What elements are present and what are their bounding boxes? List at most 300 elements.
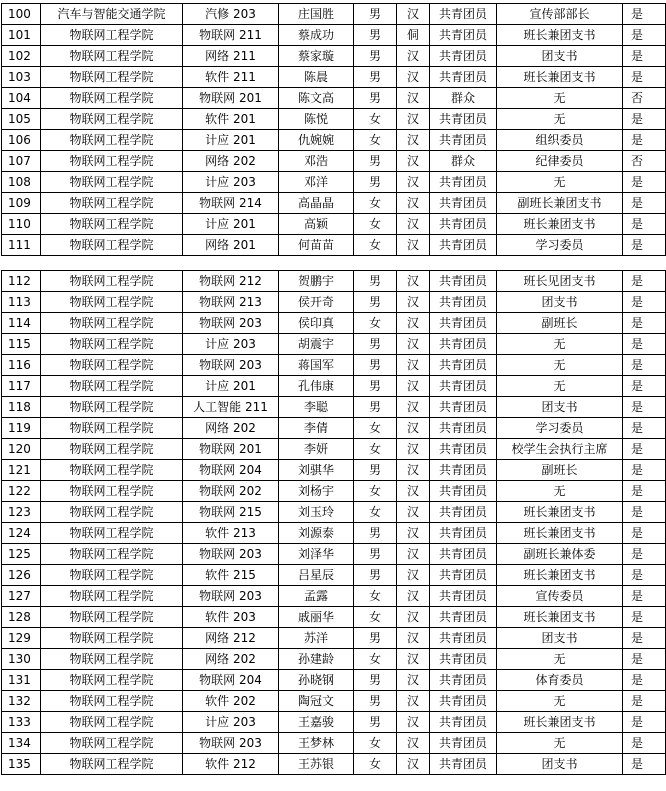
eligibility-cell: 是 bbox=[623, 670, 666, 691]
table-row bbox=[2, 355, 666, 376]
table-row bbox=[2, 481, 666, 502]
gender-cell: 女 bbox=[354, 193, 397, 214]
eligibility-cell: 是 bbox=[623, 46, 666, 67]
gender-cell: 男 bbox=[354, 25, 397, 46]
ethnicity-cell: 汉 bbox=[397, 46, 430, 67]
position-cell: 副班长 bbox=[497, 313, 623, 334]
college-cell: 物联网工程学院 bbox=[41, 214, 183, 235]
class-cell: 物联网 202 bbox=[183, 481, 279, 502]
class-cell: 汽修 203 bbox=[183, 4, 279, 25]
student-name-cell: 戚丽华 bbox=[279, 607, 354, 628]
political-status-cell: 共青团员 bbox=[430, 109, 497, 130]
row-number-cell: 119 bbox=[2, 418, 41, 439]
class-cell: 物联网 203 bbox=[183, 355, 279, 376]
class-cell: 软件 201 bbox=[183, 109, 279, 130]
ethnicity-cell: 汉 bbox=[397, 607, 430, 628]
college-cell: 物联网工程学院 bbox=[41, 691, 183, 712]
table-row bbox=[2, 418, 666, 439]
row-number-cell: 132 bbox=[2, 691, 41, 712]
student-name-cell: 李妍 bbox=[279, 439, 354, 460]
college-cell: 物联网工程学院 bbox=[41, 565, 183, 586]
row-number-cell: 107 bbox=[2, 151, 41, 172]
eligibility-cell: 是 bbox=[623, 235, 666, 256]
college-cell: 物联网工程学院 bbox=[41, 67, 183, 88]
class-cell: 软件 215 bbox=[183, 565, 279, 586]
table-row bbox=[2, 25, 666, 46]
ethnicity-cell: 汉 bbox=[397, 313, 430, 334]
table-row bbox=[2, 271, 666, 292]
gender-cell: 男 bbox=[354, 628, 397, 649]
student-name-cell: 孟露 bbox=[279, 586, 354, 607]
gender-cell: 男 bbox=[354, 376, 397, 397]
position-cell: 体育委员 bbox=[497, 670, 623, 691]
eligibility-cell: 是 bbox=[623, 691, 666, 712]
position-cell: 无 bbox=[497, 649, 623, 670]
political-status-cell: 共青团员 bbox=[430, 214, 497, 235]
eligibility-cell: 是 bbox=[623, 754, 666, 775]
political-status-cell: 共青团员 bbox=[430, 523, 497, 544]
position-cell: 纪律委员 bbox=[497, 151, 623, 172]
political-status-cell: 共青团员 bbox=[430, 460, 497, 481]
eligibility-cell: 是 bbox=[623, 130, 666, 151]
ethnicity-cell: 汉 bbox=[397, 4, 430, 25]
ethnicity-cell: 汉 bbox=[397, 628, 430, 649]
class-cell: 网络 202 bbox=[183, 649, 279, 670]
table-row bbox=[2, 733, 666, 754]
college-cell: 物联网工程学院 bbox=[41, 151, 183, 172]
class-cell: 计应 203 bbox=[183, 334, 279, 355]
political-status-cell: 共青团员 bbox=[430, 193, 497, 214]
position-cell: 班长兼团支书 bbox=[497, 25, 623, 46]
table-row bbox=[2, 292, 666, 313]
position-cell: 班长兼团支书 bbox=[497, 607, 623, 628]
ethnicity-cell: 汉 bbox=[397, 733, 430, 754]
gender-cell: 男 bbox=[354, 151, 397, 172]
gender-cell: 女 bbox=[354, 109, 397, 130]
eligibility-cell: 是 bbox=[623, 172, 666, 193]
college-cell: 物联网工程学院 bbox=[41, 88, 183, 109]
college-cell: 物联网工程学院 bbox=[41, 130, 183, 151]
position-cell: 班长兼团支书 bbox=[497, 67, 623, 88]
class-cell: 软件 202 bbox=[183, 691, 279, 712]
table-row bbox=[2, 439, 666, 460]
row-number-cell: 128 bbox=[2, 607, 41, 628]
gender-cell: 男 bbox=[354, 271, 397, 292]
position-cell: 无 bbox=[497, 88, 623, 109]
eligibility-cell: 是 bbox=[623, 586, 666, 607]
student-name-cell: 庄国胜 bbox=[279, 4, 354, 25]
class-cell: 物联网 203 bbox=[183, 313, 279, 334]
position-cell: 无 bbox=[497, 334, 623, 355]
table-row bbox=[2, 544, 666, 565]
ethnicity-cell: 汉 bbox=[397, 151, 430, 172]
ethnicity-cell: 汉 bbox=[397, 691, 430, 712]
table-row bbox=[2, 67, 666, 88]
position-cell: 无 bbox=[497, 172, 623, 193]
table-row bbox=[2, 691, 666, 712]
college-cell: 物联网工程学院 bbox=[41, 397, 183, 418]
ethnicity-cell: 汉 bbox=[397, 130, 430, 151]
gender-cell: 女 bbox=[354, 418, 397, 439]
ethnicity-cell: 汉 bbox=[397, 460, 430, 481]
gender-cell: 女 bbox=[354, 649, 397, 670]
gender-cell: 女 bbox=[354, 313, 397, 334]
class-cell: 物联网 201 bbox=[183, 88, 279, 109]
student-name-cell: 王苏银 bbox=[279, 754, 354, 775]
position-cell: 副班长兼团支书 bbox=[497, 193, 623, 214]
college-cell: 物联网工程学院 bbox=[41, 649, 183, 670]
student-name-cell: 侯开奇 bbox=[279, 292, 354, 313]
row-number-cell: 126 bbox=[2, 565, 41, 586]
table-row bbox=[2, 109, 666, 130]
political-status-cell: 共青团员 bbox=[430, 46, 497, 67]
class-cell: 网络 202 bbox=[183, 151, 279, 172]
ethnicity-cell: 侗 bbox=[397, 25, 430, 46]
class-cell: 计应 203 bbox=[183, 712, 279, 733]
college-cell: 物联网工程学院 bbox=[41, 523, 183, 544]
college-cell: 物联网工程学院 bbox=[41, 355, 183, 376]
eligibility-cell: 是 bbox=[623, 523, 666, 544]
gender-cell: 男 bbox=[354, 334, 397, 355]
gender-cell: 男 bbox=[354, 397, 397, 418]
college-cell: 物联网工程学院 bbox=[41, 418, 183, 439]
ethnicity-cell: 汉 bbox=[397, 109, 430, 130]
table-row bbox=[2, 628, 666, 649]
class-cell: 软件 212 bbox=[183, 754, 279, 775]
row-number-cell: 100 bbox=[2, 4, 41, 25]
eligibility-cell: 是 bbox=[623, 607, 666, 628]
eligibility-cell: 是 bbox=[623, 376, 666, 397]
row-number-cell: 106 bbox=[2, 130, 41, 151]
ethnicity-cell: 汉 bbox=[397, 334, 430, 355]
row-number-cell: 101 bbox=[2, 25, 41, 46]
student-name-cell: 王梦林 bbox=[279, 733, 354, 754]
student-name-cell: 邓洋 bbox=[279, 172, 354, 193]
ethnicity-cell: 汉 bbox=[397, 235, 430, 256]
table-row bbox=[2, 670, 666, 691]
position-cell: 学习委员 bbox=[497, 235, 623, 256]
eligibility-cell: 是 bbox=[623, 292, 666, 313]
political-status-cell: 共青团员 bbox=[430, 418, 497, 439]
position-cell: 无 bbox=[497, 733, 623, 754]
student-name-cell: 蒋国军 bbox=[279, 355, 354, 376]
table-row bbox=[2, 712, 666, 733]
political-status-cell: 共青团员 bbox=[430, 628, 497, 649]
student-name-cell: 吕星辰 bbox=[279, 565, 354, 586]
row-number-cell: 131 bbox=[2, 670, 41, 691]
student-name-cell: 王嘉骏 bbox=[279, 712, 354, 733]
political-status-cell: 共青团员 bbox=[430, 691, 497, 712]
gender-cell: 男 bbox=[354, 670, 397, 691]
row-number-cell: 117 bbox=[2, 376, 41, 397]
gender-cell: 男 bbox=[354, 292, 397, 313]
student-name-cell: 邓浩 bbox=[279, 151, 354, 172]
table-row bbox=[2, 88, 666, 109]
college-cell: 物联网工程学院 bbox=[41, 25, 183, 46]
ethnicity-cell: 汉 bbox=[397, 355, 430, 376]
college-cell: 汽车与智能交通学院 bbox=[41, 4, 183, 25]
class-cell: 物联网 213 bbox=[183, 292, 279, 313]
ethnicity-cell: 汉 bbox=[397, 418, 430, 439]
student-name-cell: 仇婉婉 bbox=[279, 130, 354, 151]
position-cell: 团支书 bbox=[497, 397, 623, 418]
position-cell: 班长兼团支书 bbox=[497, 214, 623, 235]
college-cell: 物联网工程学院 bbox=[41, 313, 183, 334]
political-status-cell: 共青团员 bbox=[430, 376, 497, 397]
class-cell: 软件 203 bbox=[183, 607, 279, 628]
political-status-cell: 共青团员 bbox=[430, 397, 497, 418]
table-row bbox=[2, 376, 666, 397]
college-cell: 物联网工程学院 bbox=[41, 193, 183, 214]
gender-cell: 男 bbox=[354, 544, 397, 565]
table-row bbox=[2, 397, 666, 418]
eligibility-cell: 是 bbox=[623, 460, 666, 481]
class-cell: 物联网 203 bbox=[183, 586, 279, 607]
gender-cell: 女 bbox=[354, 481, 397, 502]
gender-cell: 女 bbox=[354, 733, 397, 754]
row-number-cell: 135 bbox=[2, 754, 41, 775]
political-status-cell: 共青团员 bbox=[430, 607, 497, 628]
class-cell: 计应 201 bbox=[183, 376, 279, 397]
college-cell: 物联网工程学院 bbox=[41, 439, 183, 460]
gender-cell: 男 bbox=[354, 88, 397, 109]
college-cell: 物联网工程学院 bbox=[41, 235, 183, 256]
student-table-upper-body bbox=[2, 4, 666, 256]
student-name-cell: 孔伟康 bbox=[279, 376, 354, 397]
student-name-cell: 蔡成功 bbox=[279, 25, 354, 46]
ethnicity-cell: 汉 bbox=[397, 502, 430, 523]
political-status-cell: 共青团员 bbox=[430, 292, 497, 313]
class-cell: 软件 211 bbox=[183, 67, 279, 88]
table-row bbox=[2, 460, 666, 481]
political-status-cell: 共青团员 bbox=[430, 334, 497, 355]
class-cell: 网络 211 bbox=[183, 46, 279, 67]
table-row bbox=[2, 235, 666, 256]
gender-cell: 男 bbox=[354, 172, 397, 193]
class-cell: 物联网 215 bbox=[183, 502, 279, 523]
gender-cell: 女 bbox=[354, 235, 397, 256]
eligibility-cell: 是 bbox=[623, 439, 666, 460]
eligibility-cell: 是 bbox=[623, 334, 666, 355]
ethnicity-cell: 汉 bbox=[397, 565, 430, 586]
student-name-cell: 陈悦 bbox=[279, 109, 354, 130]
table-row bbox=[2, 334, 666, 355]
political-status-cell: 共青团员 bbox=[430, 586, 497, 607]
political-status-cell: 共青团员 bbox=[430, 733, 497, 754]
student-name-cell: 侯印真 bbox=[279, 313, 354, 334]
student-name-cell: 蔡家璇 bbox=[279, 46, 354, 67]
row-number-cell: 124 bbox=[2, 523, 41, 544]
class-cell: 物联网 212 bbox=[183, 271, 279, 292]
row-number-cell: 133 bbox=[2, 712, 41, 733]
gender-cell: 女 bbox=[354, 130, 397, 151]
eligibility-cell: 是 bbox=[623, 25, 666, 46]
eligibility-cell: 是 bbox=[623, 649, 666, 670]
ethnicity-cell: 汉 bbox=[397, 712, 430, 733]
student-name-cell: 何苗苗 bbox=[279, 235, 354, 256]
student-name-cell: 孙晓钢 bbox=[279, 670, 354, 691]
political-status-cell: 共青团员 bbox=[430, 565, 497, 586]
gender-cell: 男 bbox=[354, 460, 397, 481]
position-cell: 无 bbox=[497, 691, 623, 712]
table-row bbox=[2, 754, 666, 775]
row-number-cell: 108 bbox=[2, 172, 41, 193]
eligibility-cell: 是 bbox=[623, 109, 666, 130]
ethnicity-cell: 汉 bbox=[397, 586, 430, 607]
table-row bbox=[2, 214, 666, 235]
position-cell: 组织委员 bbox=[497, 130, 623, 151]
row-number-cell: 127 bbox=[2, 586, 41, 607]
college-cell: 物联网工程学院 bbox=[41, 670, 183, 691]
eligibility-cell: 否 bbox=[623, 88, 666, 109]
college-cell: 物联网工程学院 bbox=[41, 334, 183, 355]
position-cell: 副班长 bbox=[497, 460, 623, 481]
student-name-cell: 刘骐华 bbox=[279, 460, 354, 481]
student-name-cell: 贺鹏宇 bbox=[279, 271, 354, 292]
ethnicity-cell: 汉 bbox=[397, 376, 430, 397]
political-status-cell: 共青团员 bbox=[430, 481, 497, 502]
eligibility-cell: 是 bbox=[623, 733, 666, 754]
political-status-cell: 共青团员 bbox=[430, 670, 497, 691]
position-cell: 团支书 bbox=[497, 46, 623, 67]
political-status-cell: 共青团员 bbox=[430, 235, 497, 256]
ethnicity-cell: 汉 bbox=[397, 88, 430, 109]
row-number-cell: 102 bbox=[2, 46, 41, 67]
college-cell: 物联网工程学院 bbox=[41, 271, 183, 292]
row-number-cell: 125 bbox=[2, 544, 41, 565]
position-cell: 班长兼团支书 bbox=[497, 712, 623, 733]
political-status-cell: 共青团员 bbox=[430, 172, 497, 193]
table-row bbox=[2, 649, 666, 670]
table-row bbox=[2, 565, 666, 586]
ethnicity-cell: 汉 bbox=[397, 670, 430, 691]
row-number-cell: 118 bbox=[2, 397, 41, 418]
college-cell: 物联网工程学院 bbox=[41, 502, 183, 523]
student-name-cell: 刘玉玲 bbox=[279, 502, 354, 523]
table-row bbox=[2, 4, 666, 25]
eligibility-cell: 是 bbox=[623, 4, 666, 25]
college-cell: 物联网工程学院 bbox=[41, 172, 183, 193]
table-row bbox=[2, 46, 666, 67]
class-cell: 网络 202 bbox=[183, 418, 279, 439]
ethnicity-cell: 汉 bbox=[397, 172, 430, 193]
ethnicity-cell: 汉 bbox=[397, 754, 430, 775]
gender-cell: 男 bbox=[354, 712, 397, 733]
row-number-cell: 122 bbox=[2, 481, 41, 502]
ethnicity-cell: 汉 bbox=[397, 292, 430, 313]
class-cell: 物联网 203 bbox=[183, 733, 279, 754]
ethnicity-cell: 汉 bbox=[397, 523, 430, 544]
gender-cell: 女 bbox=[354, 502, 397, 523]
political-status-cell: 共青团员 bbox=[430, 67, 497, 88]
political-status-cell: 共青团员 bbox=[430, 4, 497, 25]
eligibility-cell: 是 bbox=[623, 481, 666, 502]
ethnicity-cell: 汉 bbox=[397, 481, 430, 502]
table-row bbox=[2, 151, 666, 172]
college-cell: 物联网工程学院 bbox=[41, 754, 183, 775]
eligibility-cell: 是 bbox=[623, 418, 666, 439]
position-cell: 团支书 bbox=[497, 292, 623, 313]
political-status-cell: 共青团员 bbox=[430, 355, 497, 376]
college-cell: 物联网工程学院 bbox=[41, 712, 183, 733]
ethnicity-cell: 汉 bbox=[397, 439, 430, 460]
class-cell: 物联网 204 bbox=[183, 460, 279, 481]
table-row bbox=[2, 607, 666, 628]
student-name-cell: 李聪 bbox=[279, 397, 354, 418]
eligibility-cell: 是 bbox=[623, 628, 666, 649]
student-name-cell: 高颖 bbox=[279, 214, 354, 235]
row-number-cell: 123 bbox=[2, 502, 41, 523]
position-cell: 无 bbox=[497, 355, 623, 376]
college-cell: 物联网工程学院 bbox=[41, 607, 183, 628]
student-table-lower bbox=[1, 270, 666, 775]
row-number-cell: 134 bbox=[2, 733, 41, 754]
gender-cell: 女 bbox=[354, 607, 397, 628]
political-status-cell: 共青团员 bbox=[430, 439, 497, 460]
class-cell: 网络 212 bbox=[183, 628, 279, 649]
gender-cell: 女 bbox=[354, 214, 397, 235]
ethnicity-cell: 汉 bbox=[397, 544, 430, 565]
class-cell: 物联网 204 bbox=[183, 670, 279, 691]
political-status-cell: 共青团员 bbox=[430, 25, 497, 46]
gender-cell: 男 bbox=[354, 355, 397, 376]
gender-cell: 男 bbox=[354, 691, 397, 712]
position-cell: 班长兼团支书 bbox=[497, 523, 623, 544]
position-cell: 班长兼团支书 bbox=[497, 502, 623, 523]
class-cell: 物联网 214 bbox=[183, 193, 279, 214]
student-name-cell: 刘泽华 bbox=[279, 544, 354, 565]
gender-cell: 女 bbox=[354, 754, 397, 775]
political-status-cell: 共青团员 bbox=[430, 712, 497, 733]
class-cell: 计应 201 bbox=[183, 130, 279, 151]
position-cell: 无 bbox=[497, 376, 623, 397]
gender-cell: 男 bbox=[354, 523, 397, 544]
college-cell: 物联网工程学院 bbox=[41, 733, 183, 754]
eligibility-cell: 是 bbox=[623, 565, 666, 586]
row-number-cell: 115 bbox=[2, 334, 41, 355]
student-name-cell: 高晶晶 bbox=[279, 193, 354, 214]
eligibility-cell: 是 bbox=[623, 193, 666, 214]
gender-cell: 男 bbox=[354, 67, 397, 88]
row-number-cell: 104 bbox=[2, 88, 41, 109]
position-cell: 无 bbox=[497, 109, 623, 130]
political-status-cell: 共青团员 bbox=[430, 544, 497, 565]
gender-cell: 男 bbox=[354, 565, 397, 586]
position-cell: 副班长兼体委 bbox=[497, 544, 623, 565]
row-number-cell: 116 bbox=[2, 355, 41, 376]
student-table-upper bbox=[1, 3, 666, 256]
eligibility-cell: 是 bbox=[623, 271, 666, 292]
table-row bbox=[2, 193, 666, 214]
table-row bbox=[2, 172, 666, 193]
ethnicity-cell: 汉 bbox=[397, 67, 430, 88]
row-number-cell: 129 bbox=[2, 628, 41, 649]
political-status-cell: 群众 bbox=[430, 88, 497, 109]
student-name-cell: 胡震宇 bbox=[279, 334, 354, 355]
row-number-cell: 130 bbox=[2, 649, 41, 670]
position-cell: 团支书 bbox=[497, 754, 623, 775]
gender-cell: 男 bbox=[354, 46, 397, 67]
student-name-cell: 刘源泰 bbox=[279, 523, 354, 544]
eligibility-cell: 是 bbox=[623, 544, 666, 565]
gender-cell: 女 bbox=[354, 586, 397, 607]
student-table-lower-body bbox=[2, 271, 666, 775]
class-cell: 软件 213 bbox=[183, 523, 279, 544]
row-number-cell: 105 bbox=[2, 109, 41, 130]
political-status-cell: 共青团员 bbox=[430, 754, 497, 775]
ethnicity-cell: 汉 bbox=[397, 649, 430, 670]
college-cell: 物联网工程学院 bbox=[41, 109, 183, 130]
